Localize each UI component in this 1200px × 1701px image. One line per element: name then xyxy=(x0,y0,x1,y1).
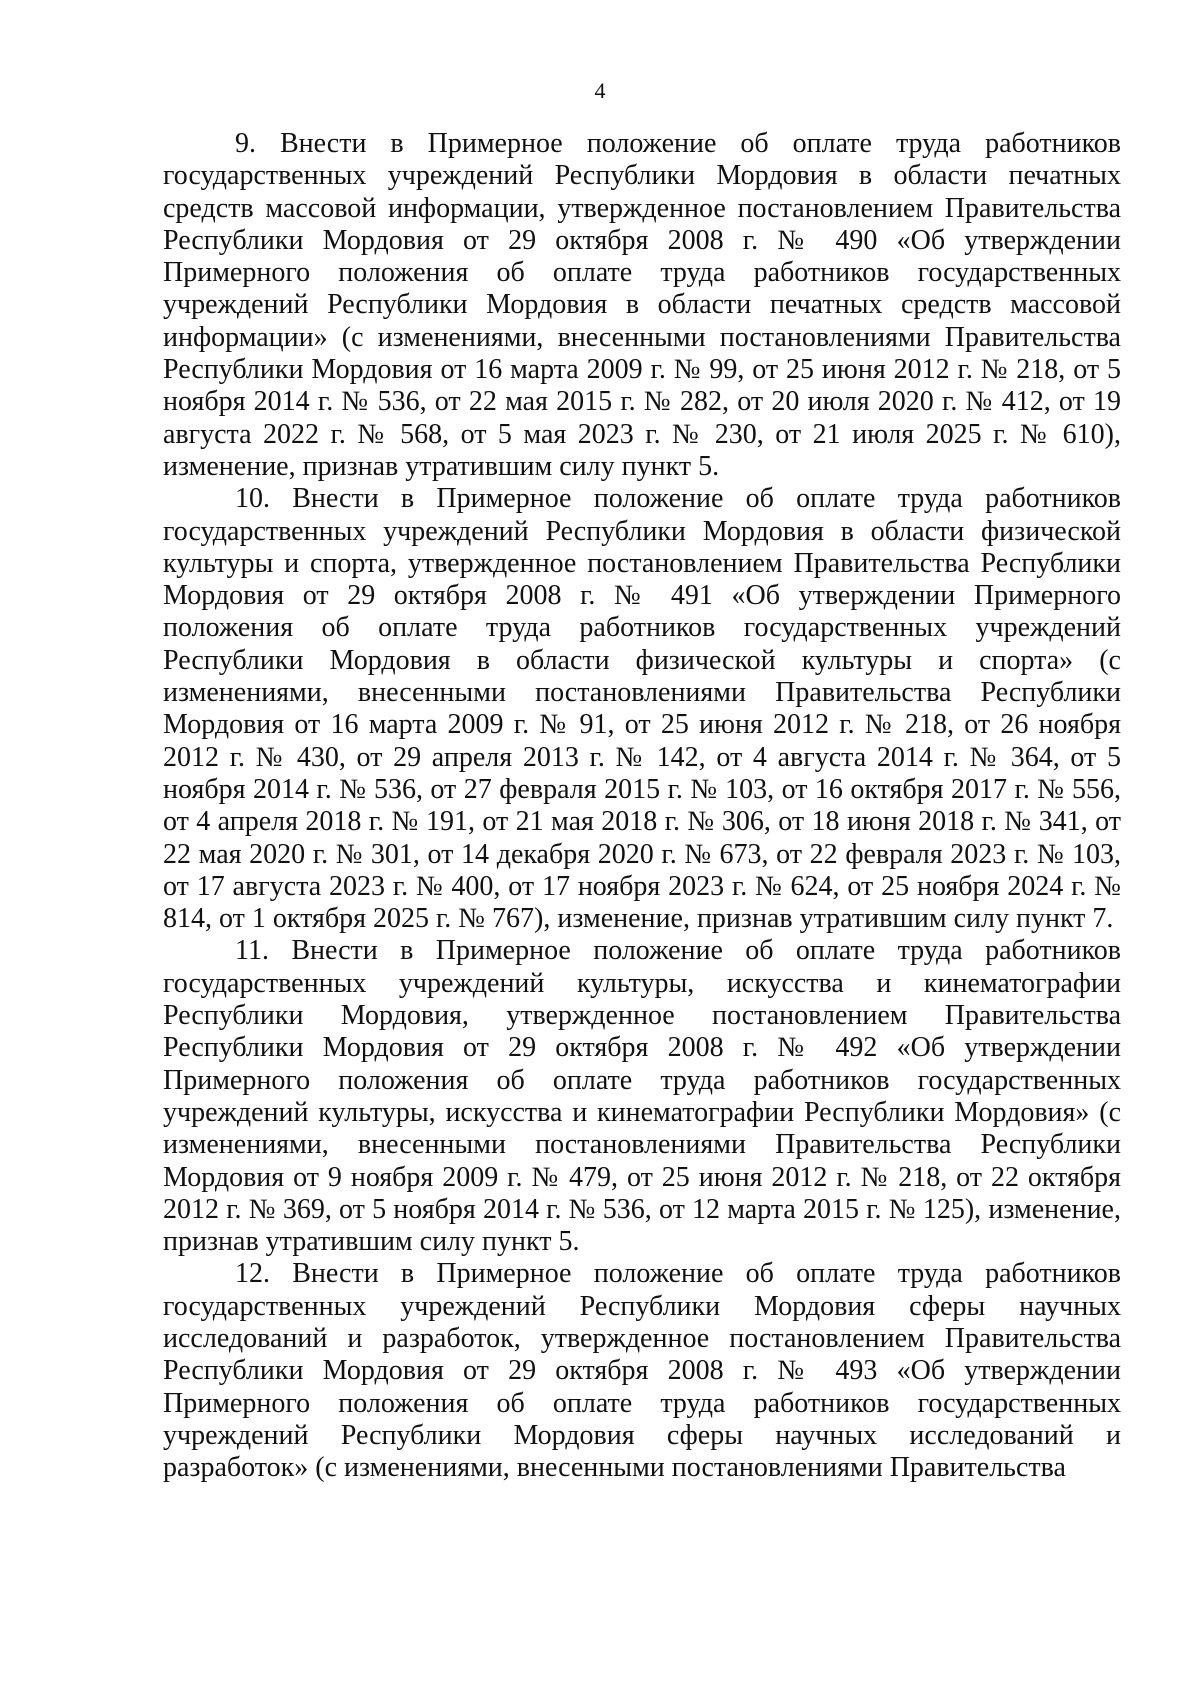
paragraph-item-10: 10. Внести в Примерное положение об оплате труда работников государственных учреждений Республики Мордовия в области физической культуры и спорта, утвержденное постановлением Правительства Республики Мордовия от 29 октября 2008 г. № 491 «Об утверждении Примерного положения об оплате труда работников государственных учреждений Республики Мордовия в области физической культуры и спорта» (с изменениями, внесенными постановлениями Правительства Республики Мордовия от 16 марта 2009 г. № 91, от 25 июня 2012 г. № 218, от 26 ноября 2012 г. № 430, от 29 апреля 2013 г. № 142, от 4 августа 2014 г. № 364, от 5 ноября 2014 г. № 536, от 27 февраля 2015 г. № 103, от 16 октября 2017 г. № 556, от 4 апреля 2018 г. № 191, от 21 мая 2018 г. № 306, от 18 июня 2018 г. № 341, от 22 мая 2020 г. № 301, от 14 декабря 2020 г. № 673, от 22 февраля 2023 г. № 103, от 17 августа 2023 г. № 400, от 17 ноября 2023 г. № 624, от 25 ноября 2024 г. № 814, от 1 октября 2025 г. № 767), изменение, признав утратившим силу пункт 7. xyxy=(163,483,1121,935)
paragraph-item-12: 12. Внести в Примерное положение об оплате труда работников государственных учреждений Республики Мордовия сферы научных исследований и разработок, утвержденное постановлением Правительства Республики Мордовия от 29 октября 2008 г. № 493 «Об утверждении Примерного положения об оплате труда работников государственных учреждений Республики Мордовия сферы научных исследований и разработок» (с изменениями, внесенными постановлениями Правительства xyxy=(163,1258,1121,1484)
document-body xyxy=(163,128,1121,1484)
paragraph-item-9: 9. Внести в Примерное положение об оплате труда работников государственных учреждений Республики Мордовия в области печатных средств массовой информации, утвержденное постановлением Правительства Республики Мордовия от 29 октября 2008 г. № 490 «Об утверждении Примерного положения об оплате труда работников государственных учреждений Республики Мордовия в области печатных средств массовой информации» (с изменениями, внесенными постановлениями Правительства Республики Мордовия от 16 марта 2009 г. № 99, от 25 июня 2012 г. № 218, от 5 ноября 2014 г. № 536, от 22 мая 2015 г. № 282, от 20 июля 2020 г. № 412, от 19 августа 2022 г. № 568, от 5 мая 2023 г. № 230, от 21 июля 2025 г. № 610), изменение, признав утратившим силу пункт 5. xyxy=(163,128,1121,482)
paragraph-item-11: 11. Внести в Примерное положение об оплате труда работников государственных учреждений культуры, искусства и кинематографии Республики Мордовия, утвержденное постановлением Правительства Республики Мордовия от 29 октября 2008 г. № 492 «Об утверждении Примерного положения об оплате труда работников государственных учреждений культуры, искусства и кинематографии Республики Мордовия» (с изменениями, внесенными постановлениями Правительства Республики Мордовия от 9 ноября 2009 г. № 479, от 25 июня 2012 г. № 218, от 22 октября 2012 г. № 369, от 5 ноября 2014 г. № 536, от 12 марта 2015 г. № 125), изменение, признав утратившим силу пункт 5. xyxy=(163,935,1121,1258)
page-number: 4 xyxy=(594,78,606,103)
